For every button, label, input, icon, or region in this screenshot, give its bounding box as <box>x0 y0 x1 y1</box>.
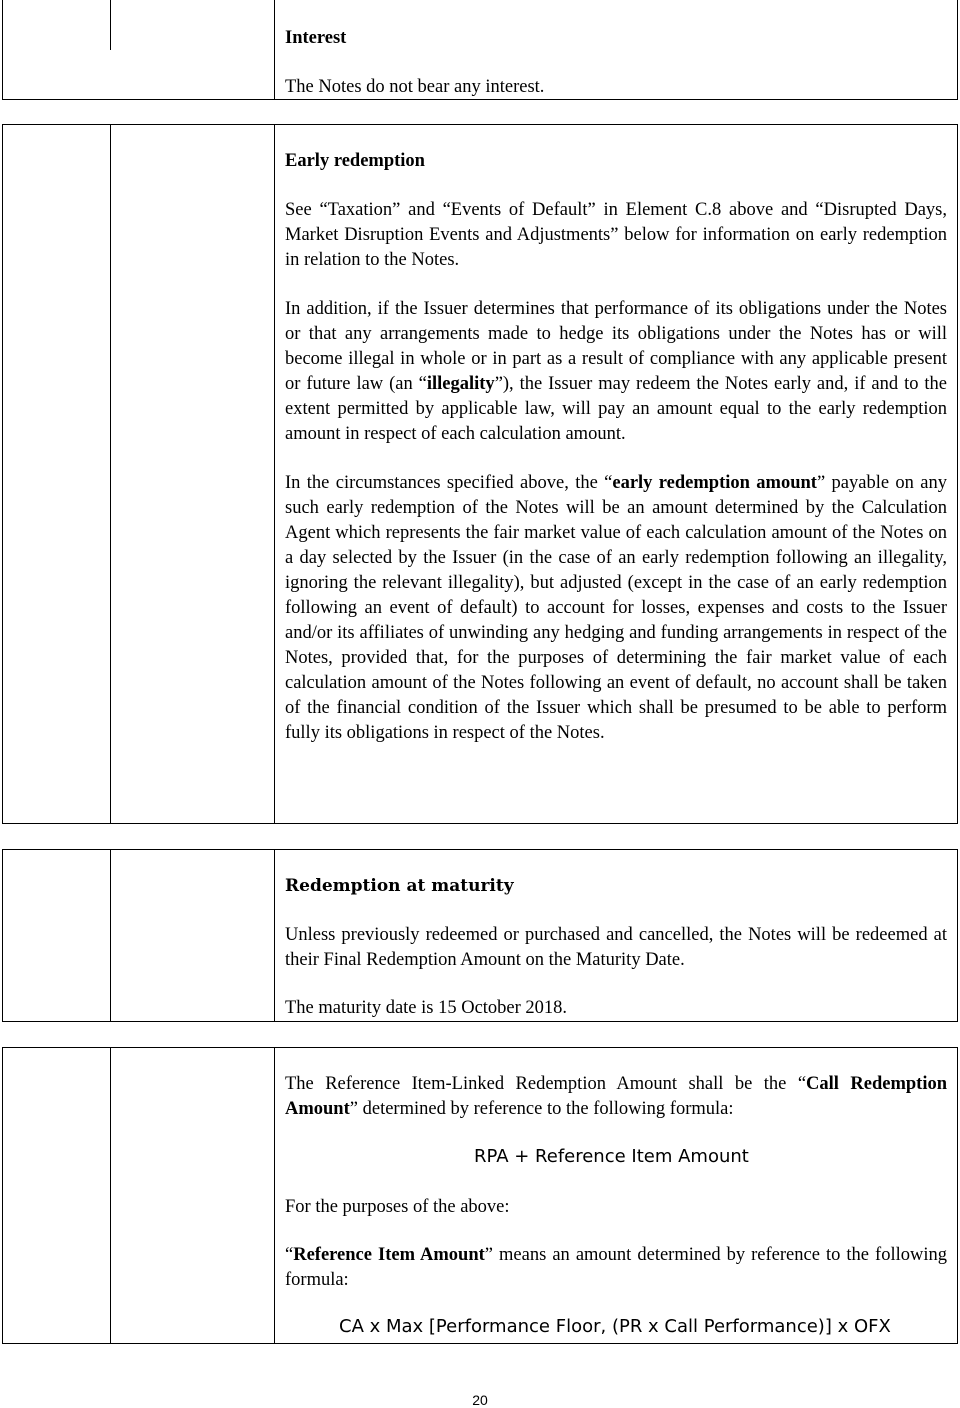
maturity-paragraph-1: Unless previously redeemed or purchased and cancelled, the Notes will be redeemed at their Final Redemption Amount on the Maturity Date. <box>285 925 947 970</box>
early-redemption-paragraph-3: In the circumstances specified above, the “early redemption amount” payable on any such early redemption of the Notes will be an amount determined by the Calculation Agent which represents the fair market value of each calculation amount of the Notes on a day selected by the Issuer (in the case of an early redemption following an illegality, ignoring the relevant illegality), but adjusted (except in the case of an early redemption following an event of default) to account for losses, expenses and costs to the Issuer and/or its affiliates of unwinding any hedging and funding arrangements in respect of the Notes, provided that, for the purposes of determining the fair market value of each calculation amount of the Notes following an event of default, no account shall be taken of the financial condition of the Issuer which shall be presumed to be able to perform fully its obligations in respect of the Notes. <box>285 473 947 743</box>
reference-paragraph-2: For the purposes of the above: <box>285 1197 510 1217</box>
reference-paragraph-3: “Reference Item Amount” means an amount determined by reference to the following formula: <box>285 1245 947 1290</box>
column-divider <box>274 850 275 1021</box>
early-redemption-section <box>285 149 947 746</box>
reference-paragraph-1: The Reference Item-Linked Redemption Amount shall be the “Call Redemption Amount” determined by reference to the following formula: <box>285 1074 947 1119</box>
early-redemption-heading: Early redemption <box>285 151 425 171</box>
reference-purposes <box>285 1195 947 1293</box>
maturity-heading: Redemption at maturity <box>285 876 514 896</box>
column-divider <box>274 125 275 823</box>
column-divider <box>110 850 111 1021</box>
early-redemption-paragraph-1: See “Taxation” and “Events of Default” in Element C.8 above and “Disrupted Days, Market Disruption Events and Adjustments” below for information on early redemption in relation to the Notes. <box>285 200 947 270</box>
defined-term-call-redemption-amount: Call Redemption Amount <box>285 1074 947 1119</box>
defined-term-reference-item-amount: Reference Item Amount <box>293 1245 485 1265</box>
column-divider <box>110 0 111 50</box>
formula-reference-item-amount: CA x Max [Performance Floor, (PR x Call Performance)] x OFX <box>339 1316 891 1337</box>
column-divider <box>274 1048 275 1343</box>
defined-term-early-redemption-amount: early redemption amount <box>612 473 817 493</box>
column-divider <box>110 125 111 823</box>
page-number: 20 <box>472 1392 488 1408</box>
defined-term-illegality: illegality <box>426 374 495 394</box>
formula-redemption: RPA + Reference Item Amount <box>474 1146 749 1167</box>
interest-text: The Notes do not bear any interest. <box>285 77 545 97</box>
interest-section <box>285 26 947 100</box>
reference-section <box>285 1072 947 1122</box>
column-divider <box>274 0 275 99</box>
column-divider <box>110 1048 111 1343</box>
interest-heading: Interest <box>285 28 347 48</box>
maturity-section <box>285 874 947 1021</box>
early-redemption-paragraph-2: In addition, if the Issuer determines that performance of its obligations under the Notes or that any arrangements made to hedge its obligations under the Notes has or will become illegal in whole or in part as a result of compliance with any applicable present or future law (an “illegality”), the Issuer may redeem the Notes early and, if and to the extent permitted by applicable law, will pay an amount equal to the early redemption amount in respect of each calculation amount. <box>285 299 947 444</box>
maturity-paragraph-2: The maturity date is 15 October 2018. <box>285 998 568 1018</box>
